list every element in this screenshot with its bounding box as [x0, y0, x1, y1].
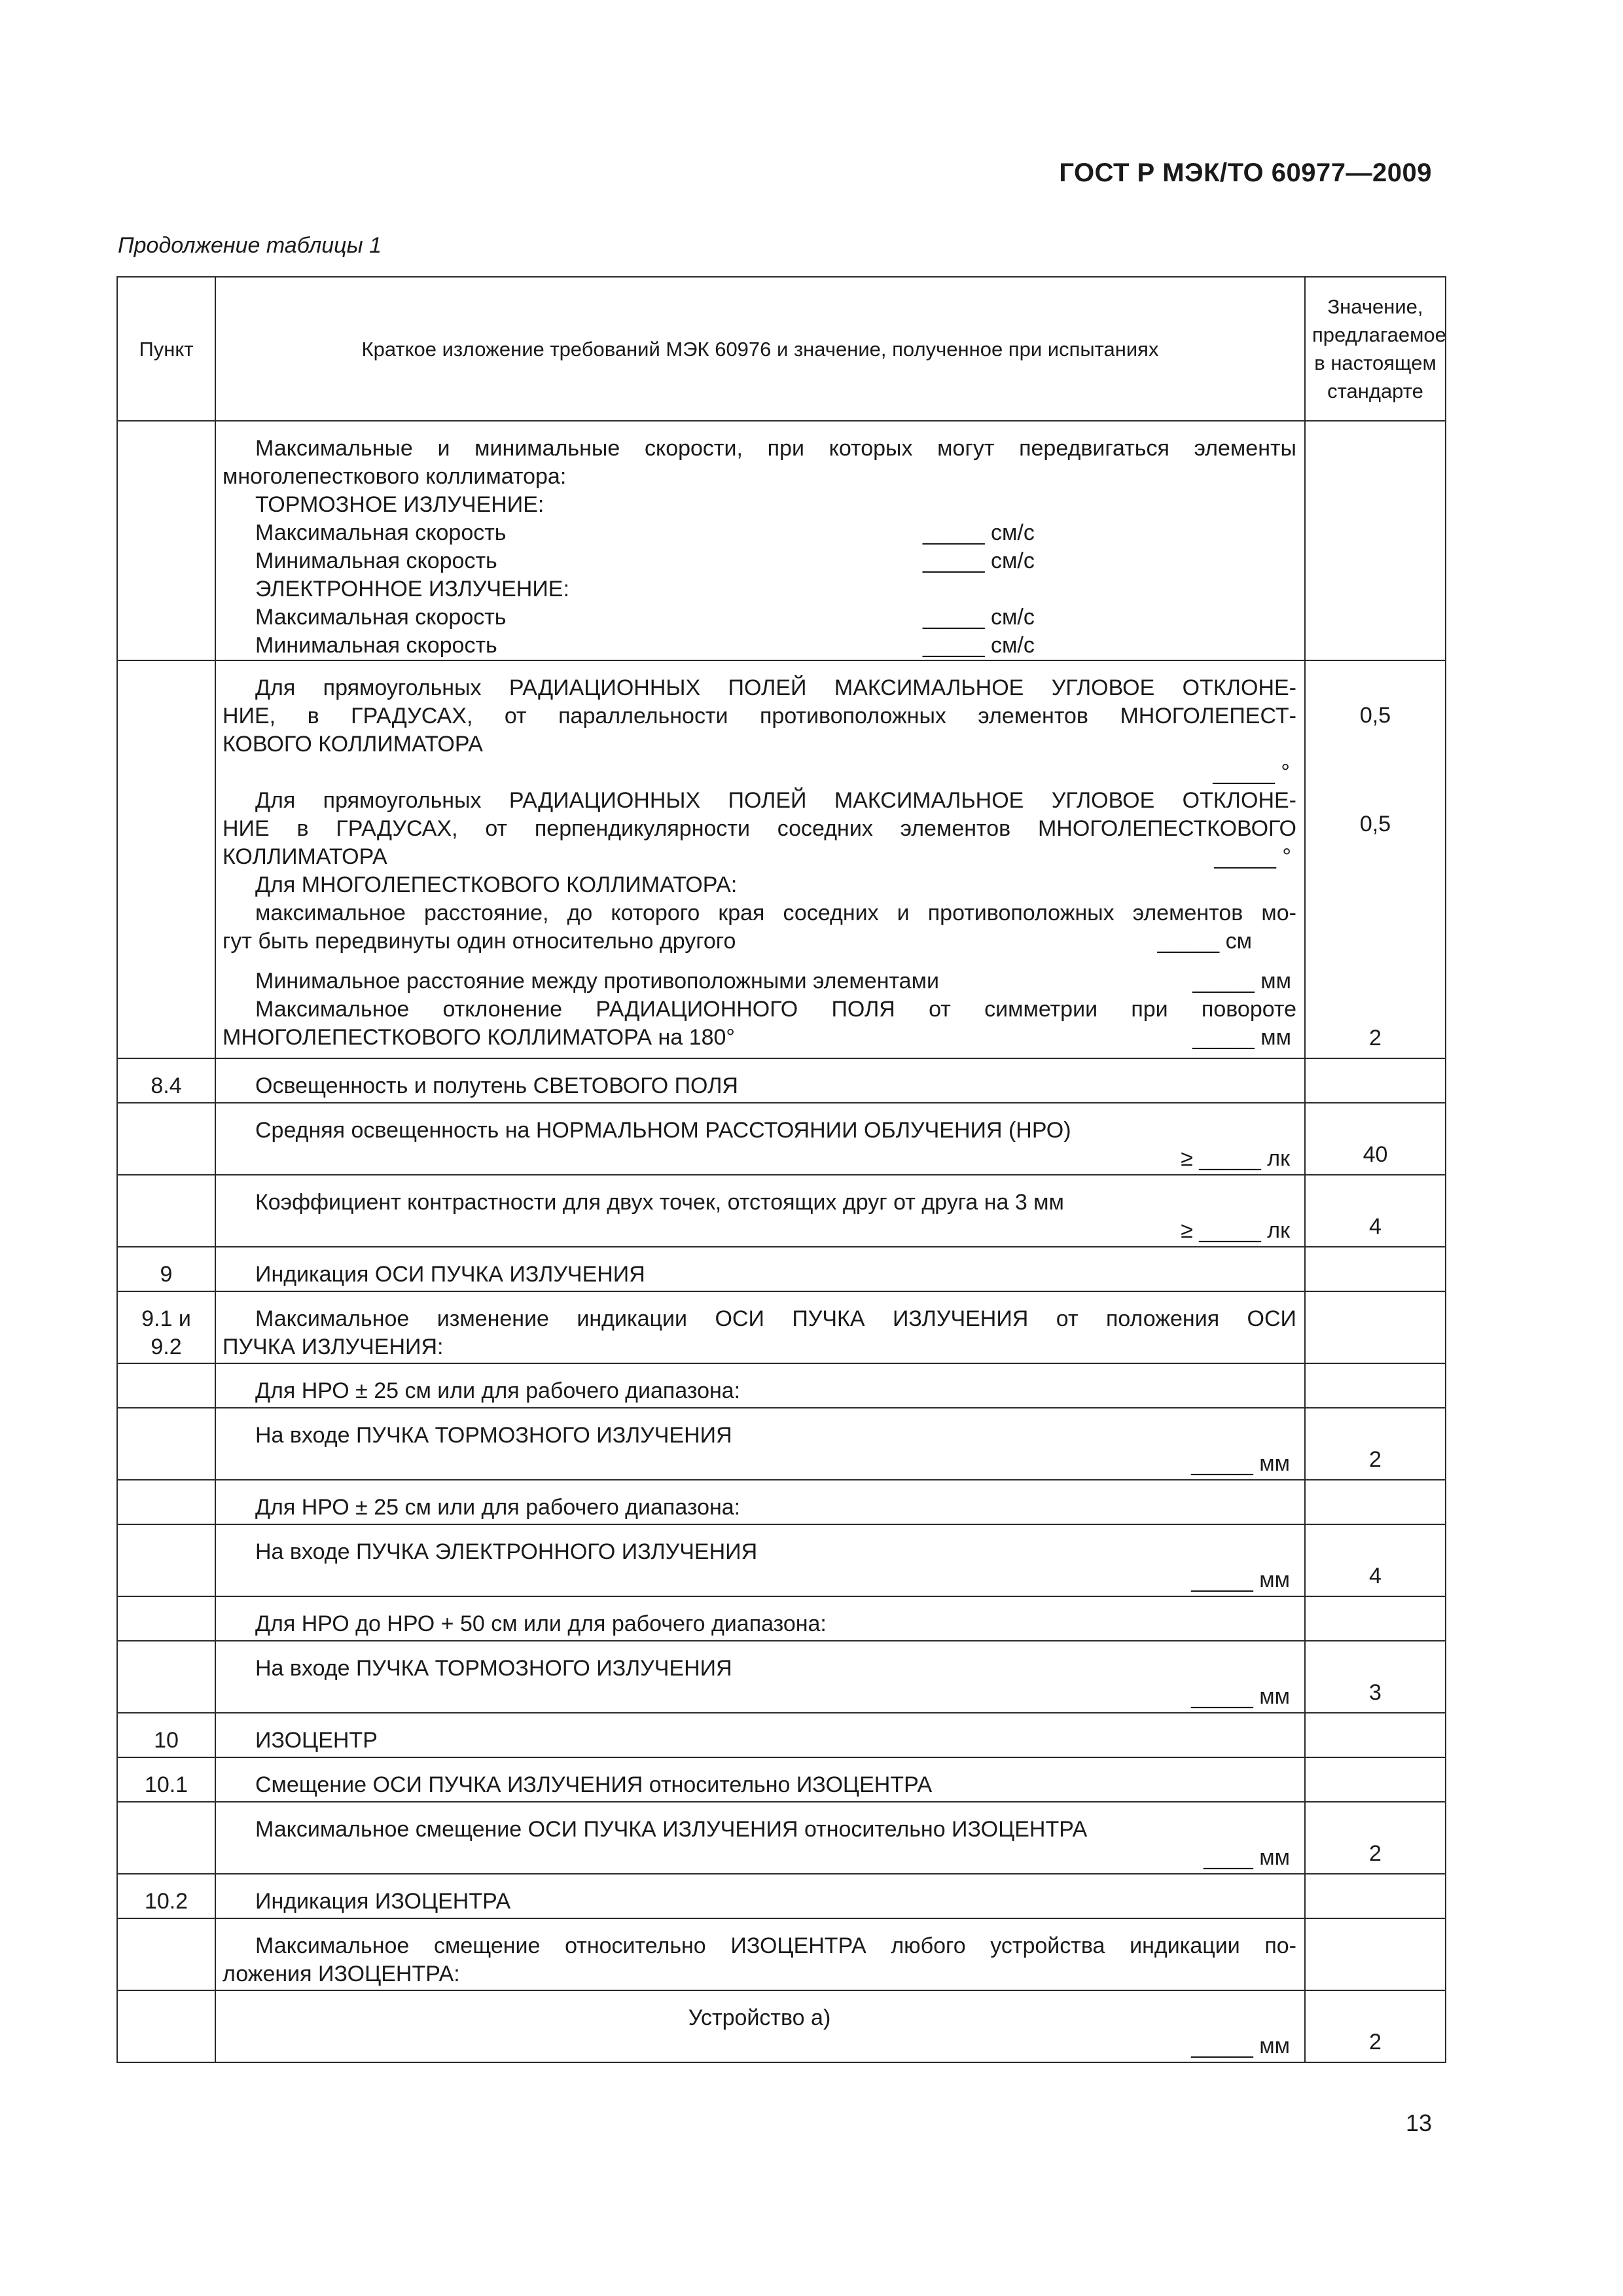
table-continuation-caption: Продолжение таблицы 1 [118, 233, 382, 258]
row-description: Коэффициент контрастности для двух точек, отстоящих друг от друга на 3 мм ≥ _____ лк [215, 1175, 1305, 1247]
table-row [117, 1247, 1446, 1291]
row-description: На входе ПУЧКА ТОРМОЗНОГО ИЗЛУЧЕНИЯ _____ мм [215, 1408, 1305, 1480]
row-point: 10 [117, 1713, 215, 1757]
standard-code: ГОСТ Р МЭК/ТО 60977—2009 [1059, 158, 1432, 187]
row-value: 0,5 0,5 2 [1305, 660, 1446, 1058]
row-point [117, 660, 215, 1058]
row-description: Индикация ИЗОЦЕНТРА [215, 1874, 1305, 1918]
row-value [1305, 1363, 1446, 1408]
table-row [117, 1757, 1446, 1802]
table-row [117, 421, 1446, 660]
table-row [117, 1524, 1446, 1596]
table-row [117, 1408, 1446, 1480]
table-row [117, 1175, 1446, 1247]
table-row [117, 1874, 1446, 1918]
row-value [1305, 1874, 1446, 1918]
row-point [117, 421, 215, 660]
table-row [117, 1291, 1446, 1363]
row-value [1305, 421, 1446, 660]
row-value: 4 [1305, 1524, 1446, 1596]
table-row [117, 1713, 1446, 1757]
row-point: 9.1 и 9.2 [117, 1291, 215, 1363]
row-value: 4 [1305, 1175, 1446, 1247]
row-description: На входе ПУЧКА ТОРМОЗНОГО ИЗЛУЧЕНИЯ _____ мм [215, 1641, 1305, 1713]
row-description: Максимальное смещение ОСИ ПУЧКА ИЗЛУЧЕНИЯ относительно ИЗОЦЕНТРА ____ мм [215, 1802, 1305, 1874]
table-row [117, 1103, 1446, 1175]
table-row [117, 1918, 1446, 1990]
row-value [1305, 1757, 1446, 1802]
row-description: Индикация ОСИ ПУЧКА ИЗЛУЧЕНИЯ [215, 1247, 1305, 1291]
row-description: Для НРО ± 25 см или для рабочего диапазона: [215, 1480, 1305, 1524]
table-row [117, 1363, 1446, 1408]
row-value: 3 [1305, 1641, 1446, 1713]
table-header-row [117, 277, 1446, 421]
row-value [1305, 1596, 1446, 1641]
row-point: 9 [117, 1247, 215, 1291]
header-value: Значение, предлагаемое в настоящем стандарте [1305, 277, 1446, 421]
table-row [117, 1596, 1446, 1641]
row-point [117, 1802, 215, 1874]
row-description: Средняя освещенность на НОРМАЛЬНОМ РАССТОЯНИИ ОБЛУЧЕНИЯ (НРО) ≥ _____ лк [215, 1103, 1305, 1175]
row-point: 8.4 [117, 1058, 215, 1103]
row-description: Максимальное смещение относительно ИЗОЦЕНТРА любого устройства индикации по- ложения ИЗОЦЕНТРА: [215, 1918, 1305, 1990]
row-value [1305, 1713, 1446, 1757]
row-value: 40 [1305, 1103, 1446, 1175]
row-point [117, 1990, 215, 2062]
row-value [1305, 1291, 1446, 1363]
row-value: 2 [1305, 1990, 1446, 2062]
row-description: Смещение ОСИ ПУЧКА ИЗЛУЧЕНИЯ относительно ИЗОЦЕНТРА [215, 1757, 1305, 1802]
row-description: Для НРО ± 25 см или для рабочего диапазона: [215, 1363, 1305, 1408]
row-description: Для НРО до НРО + 50 см или для рабочего диапазона: [215, 1596, 1305, 1641]
table-row [117, 1480, 1446, 1524]
row-value [1305, 1480, 1446, 1524]
row-point [117, 1103, 215, 1175]
row-description: На входе ПУЧКА ЭЛЕКТРОННОГО ИЗЛУЧЕНИЯ _____ мм [215, 1524, 1305, 1596]
table-row [117, 660, 1446, 1058]
row-point [117, 1408, 215, 1480]
row-point [117, 1524, 215, 1596]
row-description: Освещенность и полутень СВЕТОВОГО ПОЛЯ [215, 1058, 1305, 1103]
row-value [1305, 1058, 1446, 1103]
row-point [117, 1363, 215, 1408]
row-description: Максимальные и минимальные скорости, при которых могут передвигаться элементы многолепесткового коллиматора: ТОРМОЗНОЕ ИЗЛУЧЕНИЕ: Максимальная скорость _____ см/с Минимальная скорость _____ см/с ЭЛЕКТРОННОЕ ИЗЛУЧЕНИЕ: Максимальная скорость _____ см/с Минимальная скорость _____ см/с [215, 421, 1305, 660]
row-point: 10.1 [117, 1757, 215, 1802]
requirements-table [116, 276, 1446, 2063]
row-value [1305, 1247, 1446, 1291]
header-description: Краткое изложение требований МЭК 60976 и значение, полученное при испытаниях [215, 277, 1305, 421]
row-value: 2 [1305, 1802, 1446, 1874]
table-row [117, 1058, 1446, 1103]
table-row [117, 1990, 1446, 2062]
table-row [117, 1641, 1446, 1713]
row-point [117, 1175, 215, 1247]
row-point: 10.2 [117, 1874, 215, 1918]
header-point: Пункт [117, 277, 215, 421]
row-point [117, 1918, 215, 1990]
row-value: 2 [1305, 1408, 1446, 1480]
row-point [117, 1480, 215, 1524]
row-description: Максимальное изменение индикации ОСИ ПУЧКА ИЗЛУЧЕНИЯ от положения ОСИ ПУЧКА ИЗЛУЧЕНИЯ: [215, 1291, 1305, 1363]
page-number: 13 [1405, 2109, 1432, 2136]
row-description: Устройство а) _____ мм [215, 1990, 1305, 2062]
table-row [117, 1802, 1446, 1874]
row-value [1305, 1918, 1446, 1990]
row-point [117, 1641, 215, 1713]
row-description: Для прямоугольных РАДИАЦИОННЫХ ПОЛЕЙ МАКСИМАЛЬНОЕ УГЛОВОЕ ОТКЛОНЕ- НИЕ, в ГРАДУСАХ, от параллельности противоположных элементов МНОГОЛЕПЕСТ- КОВОГО КОЛЛИМАТОРА _____ ° Для прямоугольных РАДИАЦИОННЫХ ПОЛЕЙ МАКСИМАЛЬНОЕ УГЛОВОЕ ОТКЛОНЕ- НИЕ в ГРАДУСАХ, от перпендикулярности соседних элементов МНОГОЛЕПЕСТКОВОГО КОЛЛИМАТОРА _____ ° Для МНОГОЛЕПЕСТКОВОГО КОЛЛИМАТОРА: максимальное расстояние, до которого края соседних и противоположных элементов мо- гут быть передвинуты один относительно другого _____ см Минимальное расстояние между противоположными элементами _____ мм Максимальное отклонение РАДИАЦИОННОГО ПОЛЯ от симметрии при повороте МНОГОЛЕПЕСТКОВОГО КОЛЛИМАТОРА на 180° _____ мм [215, 660, 1305, 1058]
row-point [117, 1596, 215, 1641]
row-description: ИЗОЦЕНТР [215, 1713, 1305, 1757]
